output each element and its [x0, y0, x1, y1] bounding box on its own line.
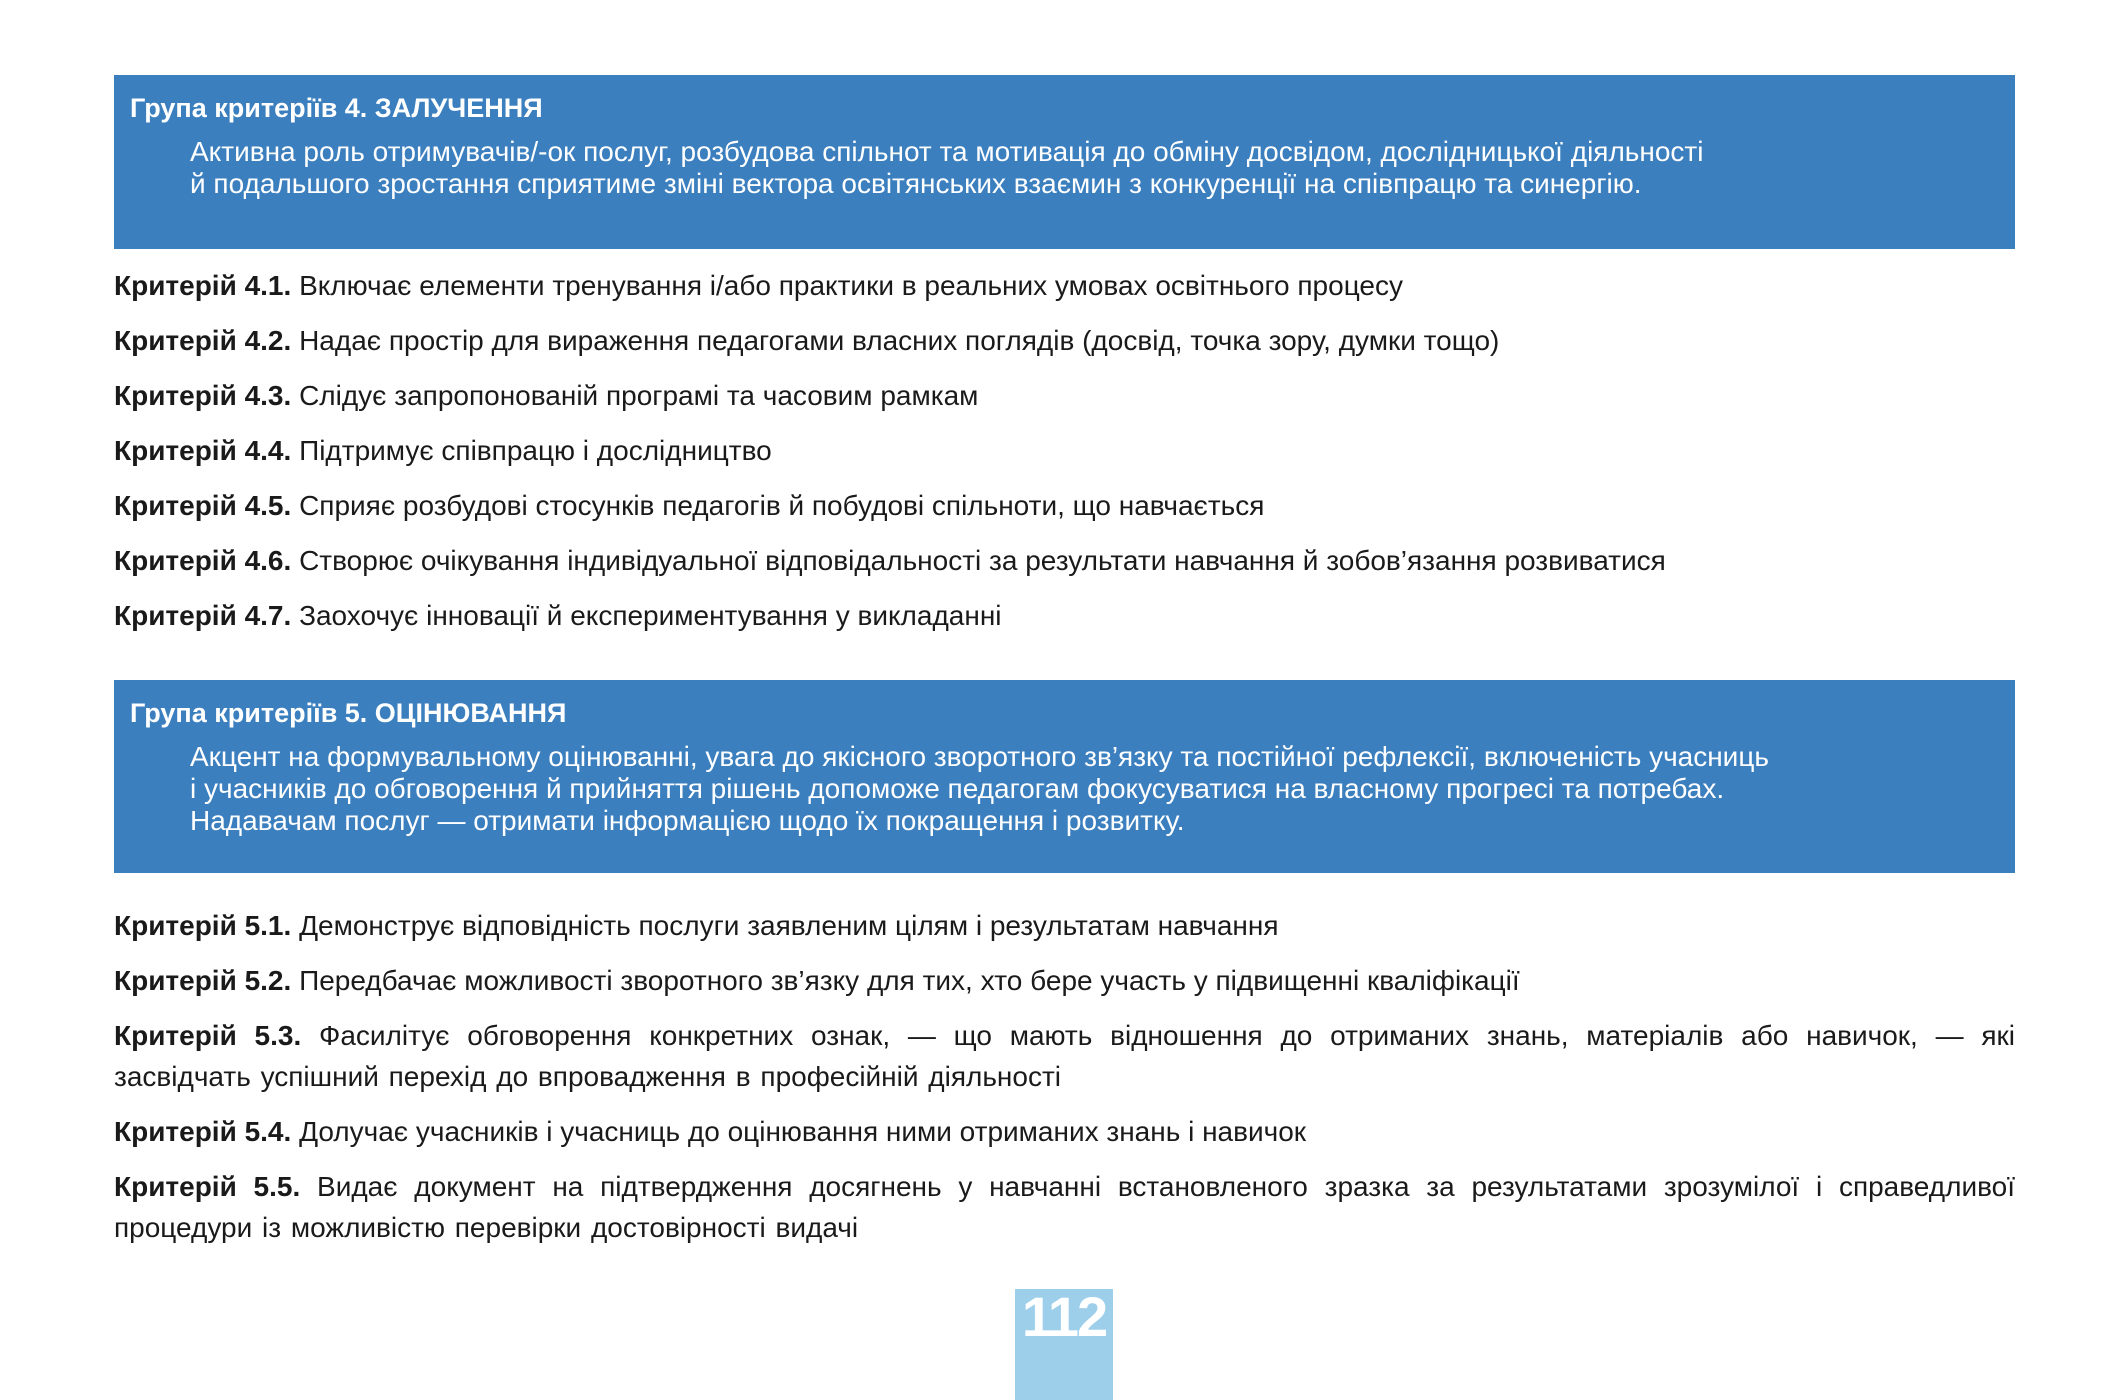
- group-5-description: [190, 741, 1990, 837]
- criterion-label: Критерій 5.5.: [114, 1171, 301, 1202]
- criterion-text: Підтримує співпрацю і дослідництво: [299, 435, 772, 466]
- criterion-text: Демонструє відповідність послуги заявленим цілям і результатам навчання: [299, 910, 1279, 941]
- criterion-text: Слідує запропонованій програмі та часовим рамкам: [299, 380, 979, 411]
- group-4-title: Група критеріїв 4. ЗАЛУЧЕННЯ: [130, 93, 543, 123]
- criterion-5-5: [114, 1166, 2015, 1248]
- criterion-label: Критерій 5.3.: [114, 1020, 302, 1051]
- criterion-label: Критерій 4.2.: [114, 325, 292, 356]
- criterion-4-7: [114, 595, 2015, 650]
- criterion-text: Надає простір для вираження педагогами власних поглядів (досвід, точка зору, думки тощо): [299, 325, 1500, 356]
- criterion-4-4: [114, 430, 2015, 485]
- group-4-header: [114, 75, 2015, 249]
- criterion-4-3: [114, 375, 2015, 430]
- criterion-label: Критерій 5.1.: [114, 910, 292, 941]
- criterion-label: Критерій 5.2.: [114, 965, 292, 996]
- criterion-label: Критерій 4.4.: [114, 435, 292, 466]
- criterion-text: Заохочує інновації й експериментування у викладанні: [299, 600, 1002, 631]
- group-4-description-line: й подальшого зростання сприятиме зміні вектора освітянських взаємин з конкуренції на співпрацю та синергію.: [190, 168, 1642, 199]
- criterion-4-2: [114, 320, 2015, 375]
- group-4-description-line: Активна роль отримувачів/-ок послуг, розбудова спільнот та мотивація до обміну досвідом, дослідницької діяльності: [190, 136, 1704, 167]
- criterion-text: Видає документ на підтвердження досягнень у навчанні встановленого зразка за результатами зрозумілої і справедливої процедури із можливістю перевірки достовірності видачі: [114, 1171, 2015, 1243]
- criterion-text: Створює очікування індивідуальної відповідальності за результати навчання й зобов’язання розвиватися: [299, 545, 1666, 576]
- criterion-text: Долучає учасників і учасниць до оцінювання ними отриманих знань і навичок: [299, 1116, 1307, 1147]
- group-5-header: [114, 680, 2015, 873]
- group-4-criteria-list: [114, 265, 2015, 650]
- criterion-text: Фасилітує обговорення конкретних ознак, — що мають відношення до отриманих знань, матеріалів або навичок, — які засвідчать успішний перехід до впровадження в професійній діяльності: [114, 1020, 2016, 1092]
- group-5-title: Група критеріїв 5. ОЦІНЮВАННЯ: [130, 698, 567, 728]
- criterion-text: Включає елементи тренування і/або практики в реальних умовах освітнього процесу: [299, 270, 1403, 301]
- page-number: 112: [1021, 1285, 1107, 1348]
- criterion-label: Критерій 4.5.: [114, 490, 292, 521]
- criterion-label: Критерій 5.4.: [114, 1116, 292, 1147]
- criterion-4-5: [114, 485, 2015, 540]
- group-5-description-line: Акцент на формувальному оцінюванні, увага до якісного зворотного зв’язку та постійної рефлексії, включеність учасниць: [190, 741, 1769, 772]
- group-5-description-line: і учасників до обговорення й прийняття рішень допоможе педагогам фокусуватися на власному прогресі та потребах.: [190, 773, 1725, 804]
- group-5-description-line: Надавачам послуг — отримати інформацією щодо їх покращення і розвитку.: [190, 805, 1185, 836]
- criterion-5-2: [114, 960, 2015, 1001]
- criterion-label: Критерій 4.7.: [114, 600, 292, 631]
- criterion-5-4: [114, 1111, 2015, 1152]
- criterion-text: Передбачає можливості зворотного зв’язку для тих, хто бере участь у підвищенні кваліфікації: [299, 965, 1520, 996]
- criterion-label: Критерій 4.3.: [114, 380, 292, 411]
- criterion-text: Сприяє розбудові стосунків педагогів й побудові спільноти, що навчається: [299, 490, 1265, 521]
- page-number-badge: [1015, 1285, 1113, 1400]
- group-4-description: [190, 136, 1990, 200]
- criterion-label: Критерій 4.1.: [114, 270, 292, 301]
- criterion-5-3: [114, 1015, 2015, 1097]
- criterion-5-1: [114, 905, 2015, 946]
- criterion-label: Критерій 4.6.: [114, 545, 292, 576]
- criterion-4-6: [114, 540, 2015, 595]
- group-5-criteria-list: [114, 905, 2015, 1262]
- criterion-4-1: [114, 265, 2015, 320]
